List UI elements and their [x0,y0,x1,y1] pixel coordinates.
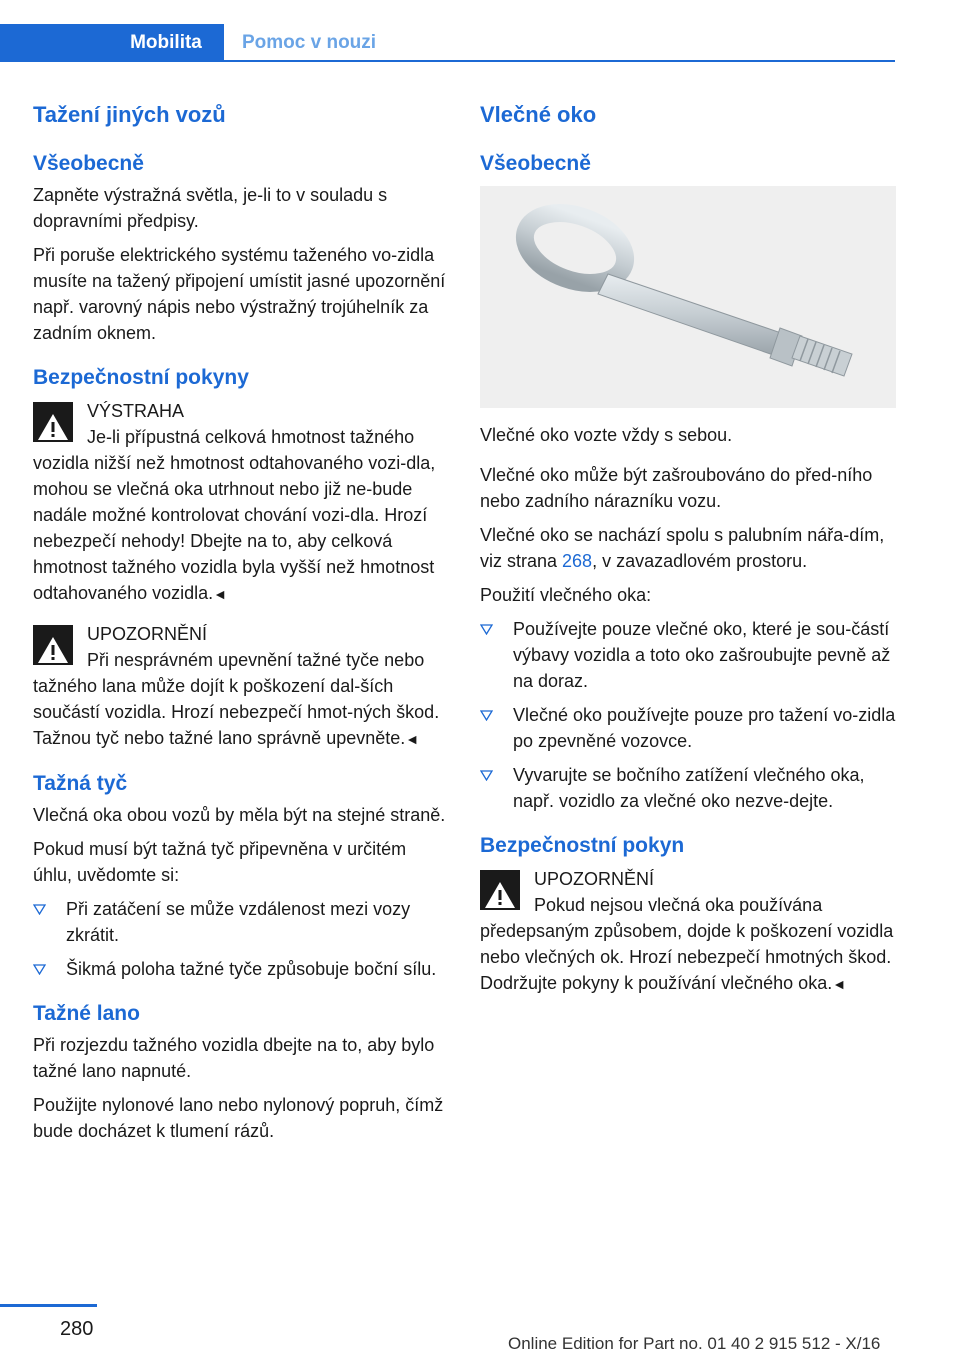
footer-accent-line [0,1304,97,1307]
paragraph: Vlečné oko vozte vždy s sebou. [480,425,733,445]
triangle-bullet-icon [480,770,493,781]
tow-rope-section [33,1000,449,1144]
warning-text: Je-li přípustná celková hmotnost tažného vozidla nižší než hmotnost odtahovaného vozi‐dla, mohou se vlečná oka utrhnout nebo již ne‐bude nadále možné kontrolovat chování vozi‐dla. Hrozí nebezpečí nehody! Dbejte na to, aby celková hmotnost tažného vozidla byla vyšší než hmotnost odtahovaného vozidla.◄ [33,427,436,603]
tab-mobilita[interactable]: Mobilita [108,24,224,62]
warning-title: VÝSTRAHA [87,401,185,421]
paragraph: Vlečné oko může být zašroubováno do před‐ního nebo zadního nárazníku vozu. [480,465,873,511]
left-column [33,100,449,1152]
tab-pomoc-v-nouzi[interactable]: Pomoc v nouzi [242,32,377,53]
paragraph: Vlečné oko se nachází spolu s palubním nářa‐dím, viz strana 268, v zavazadlovém prostoru. [480,525,885,571]
header-divider [0,60,895,62]
list-item: Při zatáčení se může vzdálenost mezi vozy zkrátit. [33,896,449,948]
paragraph: Použijte nylonové lano nebo nylonový popruh, čímž bude docházet k tlumení rázů. [33,1095,444,1141]
subheading-safety: Bezpečnostní pokyn [480,834,685,857]
warning-triangle-icon [33,402,73,442]
paragraph: Pokud musí být tažná tyč připevněna v určitém úhlu, uvědomte si: [33,839,407,885]
paragraph: Při poruše elektrického systému taženého vo‐zidla musíte na tažený připojení umístit jasné upozornění např. varovný nápis nebo výstražný trojúhelník za zadním oknem. [33,245,446,343]
section-title-tow-eye: Vlečné oko [480,102,597,127]
list-item: Používejte pouze vlečné oko, které je sou‐částí výbavy vozidla a toto oko zašroubujte pevně až na doraz. [480,616,896,694]
warning-triangle-icon [33,625,73,665]
tow-bar-list [33,896,449,982]
subheading-safety: Bezpečnostní pokyny [33,366,249,389]
paragraph: Použití vlečného oka: [480,585,652,605]
warning-triangle-icon [480,870,520,910]
subheading-tow-rope: Tažné lano [33,1002,140,1025]
list-item: Šikmá poloha tažné tyče způsobuje boční sílu. [33,956,449,982]
tow-bar-section [33,770,449,982]
caution-text: Pokud nejsou vlečná oka používána předepsaným způsobem, dojde k poškození vozidla nebo vlečných ok. Hrozí nebezpečí hmotných škod. Dodržujte pokyny k používání vlečného oka.◄ [480,895,894,993]
end-mark: ◄ [213,586,227,602]
tow-eye-illustration [480,186,896,408]
caution-title: UPOZORNĚNÍ [534,869,655,889]
paragraph: Zapněte výstražná světla, je-li to v souladu s dopravními předpisy. [33,185,388,231]
edition-note: Online Edition for Part no. 01 40 2 915 512 - X/16 [508,1334,881,1353]
caution-text: Při nesprávném upevnění tažné tyče nebo tažného lana může dojít k poškození dal‐ších součástí vozidla. Hrozí nebezpečí hmot‐ných škod. Tažnou tyč nebo tažné lano správně upevněte.◄ [33,650,440,748]
end-mark: ◄ [832,976,847,992]
subheading-tow-bar: Tažná tyč [33,772,128,795]
caution-block [33,621,449,752]
right-column [480,100,896,1011]
tow-eye-image [480,186,896,408]
safety-section [480,832,896,997]
triangle-bullet-icon [33,964,46,975]
caution-block [480,866,896,997]
paragraph: Při rozjezdu tažného vozidla dbejte na to, aby bylo tažné lano napnuté. [33,1035,435,1081]
list-item: Vlečné oko používejte pouze pro tažení vo‐zidla po zpevněné vozovce. [480,702,896,754]
triangle-bullet-icon [33,904,46,915]
page-link-268[interactable]: 268 [562,551,593,571]
page-number: 280 [60,1318,94,1340]
end-mark: ◄ [405,731,420,747]
triangle-bullet-icon [480,710,493,721]
paragraph: Vlečná oka obou vozů by měla být na stejné straně. [33,805,446,825]
tow-eye-list [480,616,896,814]
triangle-bullet-icon [480,624,493,635]
header-accent-bar [0,24,108,62]
warning-block [33,398,449,607]
subheading-general: Všeobecně [33,152,144,175]
caution-title: UPOZORNĚNÍ [87,624,208,644]
subheading-general: Všeobecně [480,152,591,175]
safety-section [33,364,449,752]
section-title-towing-other: Tažení jiných vozů [33,102,226,127]
list-item: Vyvarujte se bočního zatížení vlečného oka, např. vozidlo za vlečné oko nezve‐dejte. [480,762,896,814]
header [0,24,960,64]
